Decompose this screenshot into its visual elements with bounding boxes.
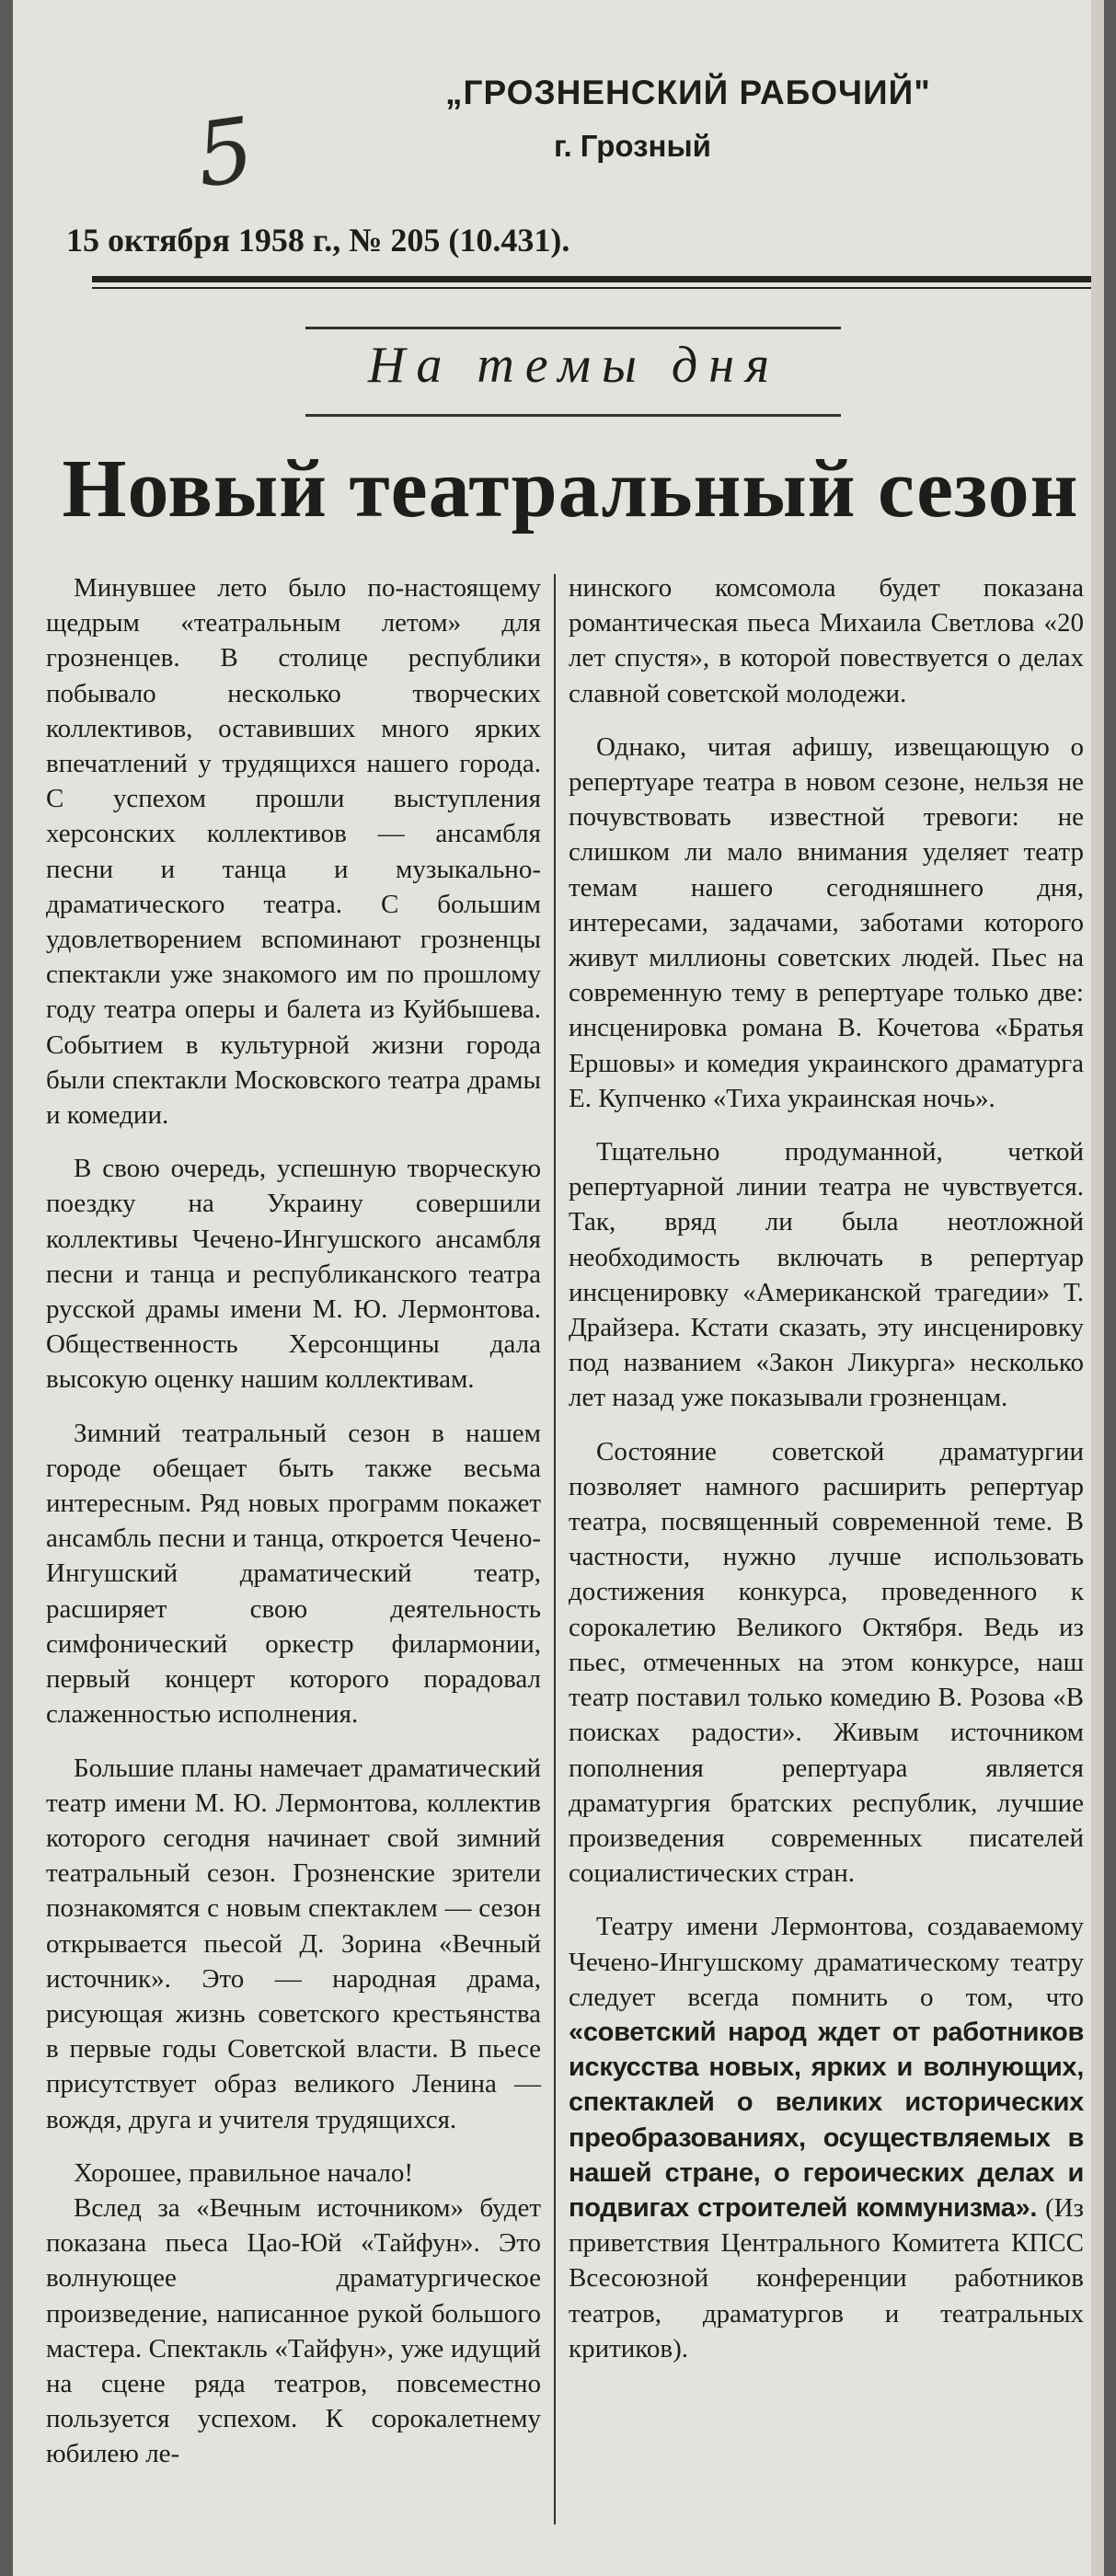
column-divider — [554, 574, 556, 2524]
article-column-left — [46, 570, 541, 2472]
quote-source: (Из приветствия Центрального Комитета КПСС Всесоюзной конференции работников театров, драматургов и театральных критиков). — [569, 2192, 1085, 2363]
paragraph: Однако, читая афишу, извещающую о репертуаре театра в новом сезоне, нельзя не почувствовать известной тревоги: не слишком ли мало внимания уделяет театр темам нашего сегодняшнего дня, интересами, задачами, заботами которого живут миллионы советских людей. Пьес на современную тему в репертуаре только две: инсценировка романа В. Кочетова «Братья Ершовы» и комедия украинского драматурга Е. Купченко «Тиха украинская ночь». — [569, 731, 1084, 1113]
article-headline: Новый театральный сезон — [62, 443, 1079, 535]
party-quote: «советский народ ждет от работников искусства новых, ярких и волнующих, спектаклей о великих исторических преобразованиях, осуществляемых в нашей стране, о героических делах и подвигах строителей коммунизма». — [569, 2017, 1084, 2223]
paragraph: В свою очередь, успешную творческую поездку на Украину совершили коллективы Чечено-Ингушского ансамбля песни и танца и республиканского театра русской драмы имени М. Ю. Лермонтова. Общественность Херсонщины дала высокую оценку нашим коллективам. — [46, 1154, 541, 1395]
header-rule-thin — [92, 287, 1091, 289]
paragraph: Большие планы намечает драматический театр имени М. Ю. Лермонтова, коллектив которого сегодня начинает свой зимний театральный сезон. Грозненские зрители познакомятся с новым спектаклем — сезон открывается пьесой Д. Зорина «Вечный источник». Это — народная драма, рисующая жизнь советского крестьянства в первые годы Советской власти. В пьесе присутствует образ великого Ленина — вождя, друга и учителя трудящихся. — [46, 1753, 541, 2134]
article-column-right — [569, 570, 1084, 2366]
paragraph: Вслед за «Вечным источником» будет показана пьеса Цао-Юй «Тайфун». Это волнующее драматургическое произведение, написанное рукой большого мастера. Спектакль «Тайфун», уже идущий на сцене ряда театров, повсеместно пользуется успехом. К сорокалетнему юбилею ле- — [46, 2192, 541, 2469]
paragraph: Состояние советской драматургии позволяет намного расширить репертуар театра, посвященный современной теме. В частности, нужно лучше использовать достижения конкурса, проведенного к сорокалетию Великого Октября. Ведь из пьес, отмеченных на этом конкурсе, наш театр поставил только комедию В. Розова «В поисках радости». Живым источником пополнения репертуара является драматургия братских республик, лучшие произведения современных писателей социалистических стран. — [569, 1436, 1084, 1889]
closing-paragraph — [569, 1909, 1084, 2366]
issue-date-line: 15 октября 1958 г., № 205 (10.431). — [66, 222, 570, 259]
handwritten-mark: 5 — [190, 98, 260, 208]
paragraph: Тщательно продуманной, четкой репертуарной линии театра не чувствуется. Так, вряд ли была неотложной необходимость включать в репертуар инсценировку «Американской трагедии» Т. Драйзера. Кстати сказать, эту инсценировку под названием «Закон Ликурга» несколько лет назад уже показывали грозненцам. — [569, 1137, 1084, 1413]
rubric-title: На темы дня — [367, 337, 781, 394]
paragraph: Минувшее лето было по-настоящему щедрым «театральным летом» для грозненцев. В столице республики побывало несколько творческих коллективов, оставивших много ярких впечатлений у трудящихся нашего города. С успехом прошли выступления херсонских коллективов — ансамбля песни и танца и музыкально-драматического театра. С большим удовлетворением вспоминают грозненцы спектакли уже знакомого им по прошлому году театра оперы и балета из Куйбышева. Событием в культурной жизни города были спектакли Московского театра драмы и комедии. — [46, 573, 541, 1131]
closing-intro: Театру имени Лермонтова, создаваемому Чечено-Ингушскому драматическому театру следует всегда помнить о том, что — [569, 1912, 1084, 2012]
newspaper-name: „ГРОЗНЕНСКИЙ РАБОЧИЙ" — [445, 74, 931, 111]
paragraph: нинского комсомола будет показана романтическая пьеса Михаила Светлова «20 лет спустя», в которой повествуется о делах славной советской молодежи. — [569, 573, 1084, 708]
paragraph: Хорошее, правильное начало! — [74, 2157, 414, 2188]
header-rule — [92, 276, 1091, 282]
newspaper-city: г. Грозный — [554, 129, 711, 163]
paragraph: Зимний театральный сезон в нашем городе обещает быть также весьма интересным. Ряд новых программ покажет ансамбль песни и танца, откроется Чечено-Ингушский драматический театр, расширяет свою деятельность симфонический оркестр филармонии, первый концерт которого порадовал слаженностью исполнения. — [46, 1418, 541, 1730]
newspaper-clipping — [13, 0, 1091, 2576]
